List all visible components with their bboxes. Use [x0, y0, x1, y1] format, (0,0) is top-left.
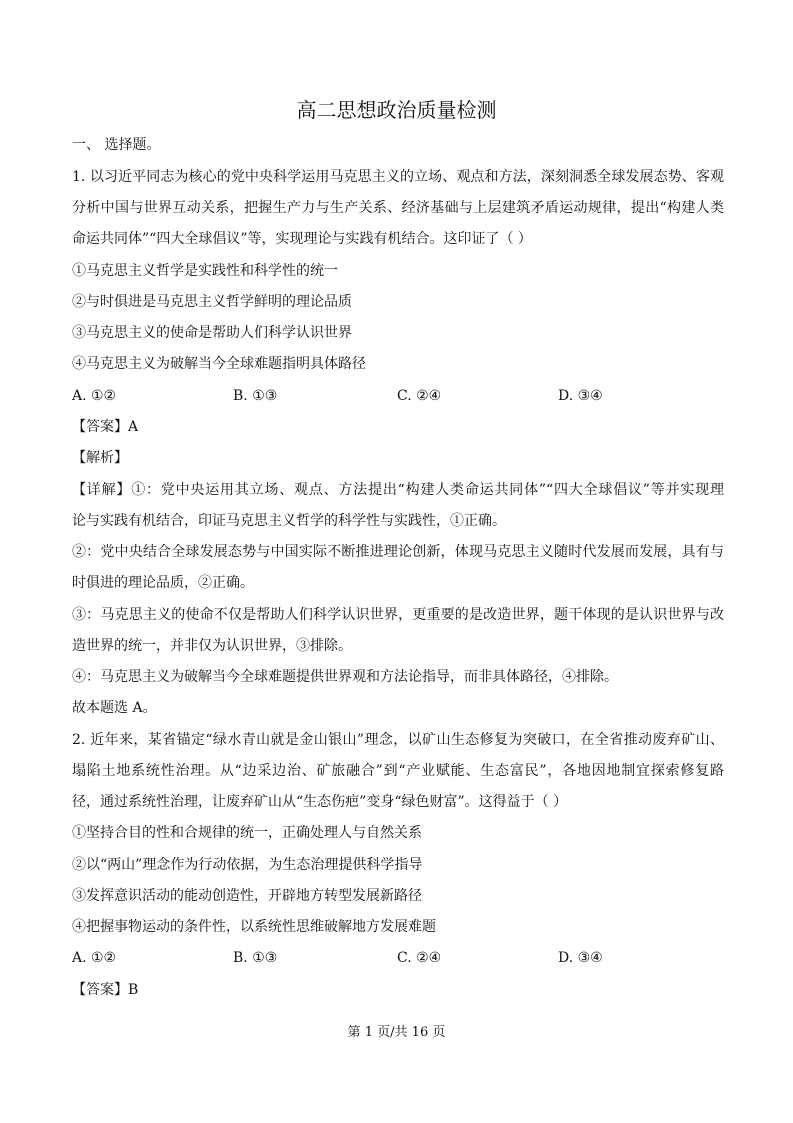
q2-option-b: B. ①③	[233, 950, 278, 966]
q1-analysis-line-5: ③：马克思主义的使命不仅是帮助人们科学认识世界，更重要的是改造世界，题干体现的是认识世界与改	[72, 607, 724, 623]
q1-stem-line-1: 1. 以习近平同志为核心的党中央科学运用马克思主义的立场、观点和方法，深刻洞悉全球发展态势、客观	[72, 169, 724, 185]
q2-statement-2: ②以“两山”理念作为行动依据，为生态治理提供科学指导	[72, 857, 423, 873]
q2-option-c: C. ②④	[397, 950, 442, 966]
q1-analysis-line-4: 时俱进的理论品质，②正确。	[72, 575, 254, 591]
q1-option-b: B. ①③	[233, 388, 278, 404]
q1-option-d: D. ③④	[558, 388, 603, 404]
q1-analysis-label: 【解析】	[72, 450, 128, 466]
q2-statement-1: ①坚持合目的性和合规律的统一，正确处理人与自然关系	[72, 825, 422, 841]
page-title: 高二思想政治质量检测	[296, 98, 497, 122]
section-heading: 一、 选择题。	[72, 137, 161, 153]
q2-statement-3: ③发挥意识活动的能动创造性，开辟地方转型发展新路径	[72, 888, 422, 904]
q1-statement-3: ③马克思主义的使命是帮助人们科学认识世界	[72, 325, 352, 341]
q1-analysis-line-1: 【详解】①：党中央运用其立场、观点、方法提出“构建人类命运共同体”“四大全球倡议”等并实现理	[72, 482, 724, 498]
q2-option-a: A. ①②	[72, 950, 117, 966]
q2-answer: 【答案】B	[72, 982, 139, 998]
q1-analysis-line-6: 造世界的统一，并非仅为认识世界，③排除。	[72, 638, 352, 654]
q2-stem-line-2: 塌陷土地系统性治理。从“边采边治、矿旅融合”到“产业赋能、生态富民”，各地因地制宜探索修复路	[72, 763, 724, 779]
q1-analysis-line-3: ②：党中央结合全球发展态势与中国实际不断推进理论创新，体现马克思主义随时代发展而发展，具有与	[72, 544, 724, 560]
q1-analysis-line-2: 论与实践有机结合，印证马克思主义哲学的科学性与实践性，①正确。	[72, 513, 506, 529]
q2-stem-line-3: 径，通过系统性治理，让废弃矿山从“生态伤疤”变身“绿色财富”。这得益于（ ）	[72, 794, 568, 810]
q2-option-d: D. ③④	[558, 950, 603, 966]
q1-statement-1: ①马克思主义哲学是实践性和科学性的统一	[72, 263, 338, 279]
q1-stem-line-3: 命运共同体”“四大全球倡议”等，实现理论与实践有机结合。这印证了（ ）	[72, 231, 532, 247]
q1-answer: 【答案】A	[72, 419, 139, 435]
q2-statement-4: ④把握事物运动的条件性，以系统性思维破解地方发展难题	[72, 919, 436, 935]
q2-stem-line-1: 2. 近年来，某省锚定“绿水青山就是金山银山”理念，以矿山生态修复为突破口，在全省推动废弃矿山、	[72, 732, 724, 748]
q1-options	[72, 386, 724, 406]
q1-statement-2: ②与时俱进是马克思主义哲学鲜明的理论品质	[72, 294, 352, 310]
q1-statement-4: ④马克思主义为破解当今全球难题指明具体路径	[72, 356, 366, 372]
q1-analysis-line-7: ④：马克思主义为破解当今全球难题提供世界观和方法论指导，而非具体路径，④排除。	[72, 669, 618, 685]
q1-option-c: C. ②④	[397, 388, 442, 404]
q2-options	[72, 948, 724, 968]
q1-stem-line-2: 分析中国与世界互动关系，把握生产力与生产关系、经济基础与上层建筑矛盾运动规律，提出“构建人类	[72, 200, 724, 216]
q1-analysis-line-8: 故本题选 A。	[72, 700, 157, 716]
page-footer: 第 1 页/共 16 页	[347, 1025, 446, 1040]
q1-option-a: A. ①②	[72, 388, 117, 404]
